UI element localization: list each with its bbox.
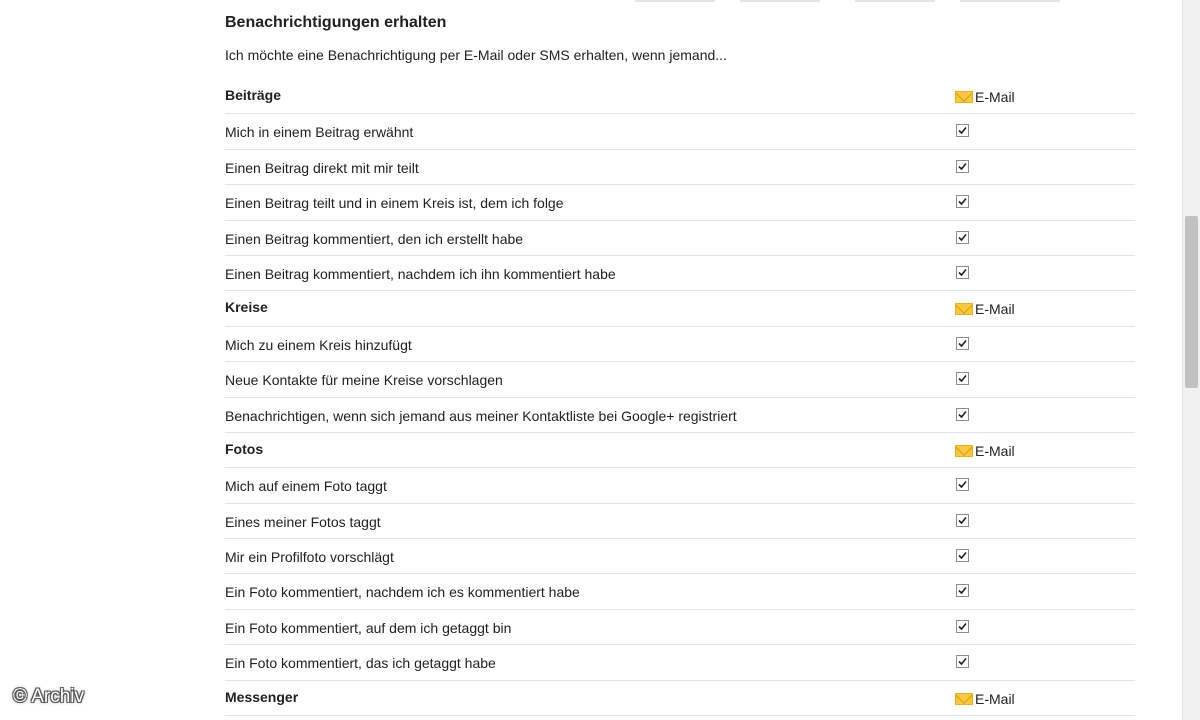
email-checkbox[interactable]: [956, 408, 969, 421]
group-label: Kreise: [225, 299, 268, 316]
notification-table: [225, 79, 1135, 716]
email-checkbox[interactable]: [956, 337, 969, 350]
section-title: Benachrichtigungen erhalten: [225, 14, 447, 31]
notification-option-row: [225, 362, 1135, 397]
mail-icon: [955, 693, 973, 705]
group-label: Beiträge: [225, 87, 282, 103]
email-column-label: E-Mail: [975, 301, 1015, 318]
mail-icon: [955, 445, 973, 457]
vertical-scrollbar[interactable]: [1182, 0, 1200, 720]
mail-icon: [955, 91, 973, 103]
notification-option-row: [225, 398, 1135, 433]
checkmark-icon: [957, 409, 968, 420]
checkmark-icon: [957, 161, 968, 172]
checkmark-icon: [957, 373, 968, 384]
notification-option-row: [225, 504, 1135, 539]
option-label: Mich in einem Beitrag erwähnt: [225, 124, 414, 141]
notification-option-row: [225, 574, 1135, 609]
notification-option-row: [225, 256, 1135, 291]
notification-option-row: [225, 221, 1135, 256]
option-label: Einen Beitrag kommentiert, den ich erstellt habe: [225, 230, 524, 247]
email-checkbox[interactable]: [956, 124, 969, 137]
email-checkbox[interactable]: [956, 478, 969, 491]
email-checkbox[interactable]: [956, 195, 969, 208]
option-label: Einen Beitrag teilt und in einem Kreis ist, dem ich folge: [225, 195, 564, 212]
checkmark-icon: [957, 267, 968, 278]
email-column-header: [955, 301, 1015, 317]
checkmark-icon: [957, 479, 968, 490]
email-column-label: E-Mail: [975, 89, 1015, 105]
section-intro: Ich möchte eine Benachrichtigung per E-Mail oder SMS erhalten, wenn jemand...: [225, 47, 727, 63]
email-checkbox[interactable]: [956, 514, 969, 527]
checkmark-icon: [957, 585, 968, 596]
option-label: Ein Foto kommentiert, auf dem ich getaggt bin: [225, 619, 512, 636]
top-button-stub: [740, 0, 820, 2]
option-label: Ein Foto kommentiert, nachdem ich es kommentiert habe: [225, 584, 580, 601]
group-label: Fotos: [225, 440, 264, 457]
notification-option-row: [225, 539, 1135, 574]
checkmark-icon: [957, 621, 968, 632]
email-checkbox[interactable]: [956, 231, 969, 244]
group-label: Messenger: [225, 688, 299, 705]
notification-option-row: [225, 150, 1135, 185]
option-label: Einen Beitrag direkt mit mir teilt: [225, 159, 419, 176]
group-header-row: [225, 681, 1135, 716]
notification-option-row: [225, 468, 1135, 503]
option-label: Mir ein Profilfoto vorschlägt: [225, 549, 394, 566]
notification-option-row: [225, 645, 1135, 680]
option-label: Einen Beitrag kommentiert, nachdem ich ihn kommentiert habe: [225, 265, 616, 282]
email-checkbox[interactable]: [956, 620, 969, 633]
email-checkbox[interactable]: [956, 655, 969, 668]
mail-icon: [955, 303, 973, 315]
checkmark-icon: [957, 338, 968, 349]
email-checkbox[interactable]: [956, 266, 969, 279]
email-checkbox[interactable]: [956, 160, 969, 173]
email-checkbox[interactable]: [956, 549, 969, 562]
option-label: Benachrichtigen, wenn sich jemand aus meiner Kontaktliste bei Google+ registriert: [225, 407, 737, 424]
notification-option-row: [225, 327, 1135, 362]
option-label: Eines meiner Fotos taggt: [225, 513, 381, 530]
email-column-header: [955, 691, 1015, 707]
checkmark-icon: [957, 550, 968, 561]
watermark: © Archiv: [13, 686, 85, 707]
group-header-row: [225, 79, 1135, 114]
checkmark-icon: [957, 515, 968, 526]
checkmark-icon: [957, 232, 968, 243]
top-button-stub: [960, 0, 1060, 2]
email-column-header: [955, 89, 1015, 105]
notification-option-row: [225, 185, 1135, 220]
notification-option-row: [225, 610, 1135, 645]
top-button-stub: [855, 0, 935, 2]
option-label: Neue Kontakte für meine Kreise vorschlagen: [225, 372, 503, 389]
checkmark-icon: [957, 196, 968, 207]
group-header-row: [225, 433, 1135, 468]
option-label: Mich auf einem Foto taggt: [225, 478, 387, 495]
notification-option-row: [225, 114, 1135, 149]
checkmark-icon: [957, 656, 968, 667]
top-button-stub: [635, 0, 715, 2]
option-label: Ein Foto kommentiert, das ich getaggt habe: [225, 655, 496, 672]
email-column-header: [955, 443, 1015, 459]
scrollbar-thumb[interactable]: [1185, 216, 1198, 388]
email-checkbox[interactable]: [956, 372, 969, 385]
email-checkbox[interactable]: [956, 584, 969, 597]
email-column-label: E-Mail: [975, 442, 1015, 459]
option-label: Mich zu einem Kreis hinzufügt: [225, 336, 412, 353]
group-header-row: [225, 291, 1135, 326]
checkmark-icon: [957, 125, 968, 136]
email-column-label: E-Mail: [975, 690, 1015, 707]
